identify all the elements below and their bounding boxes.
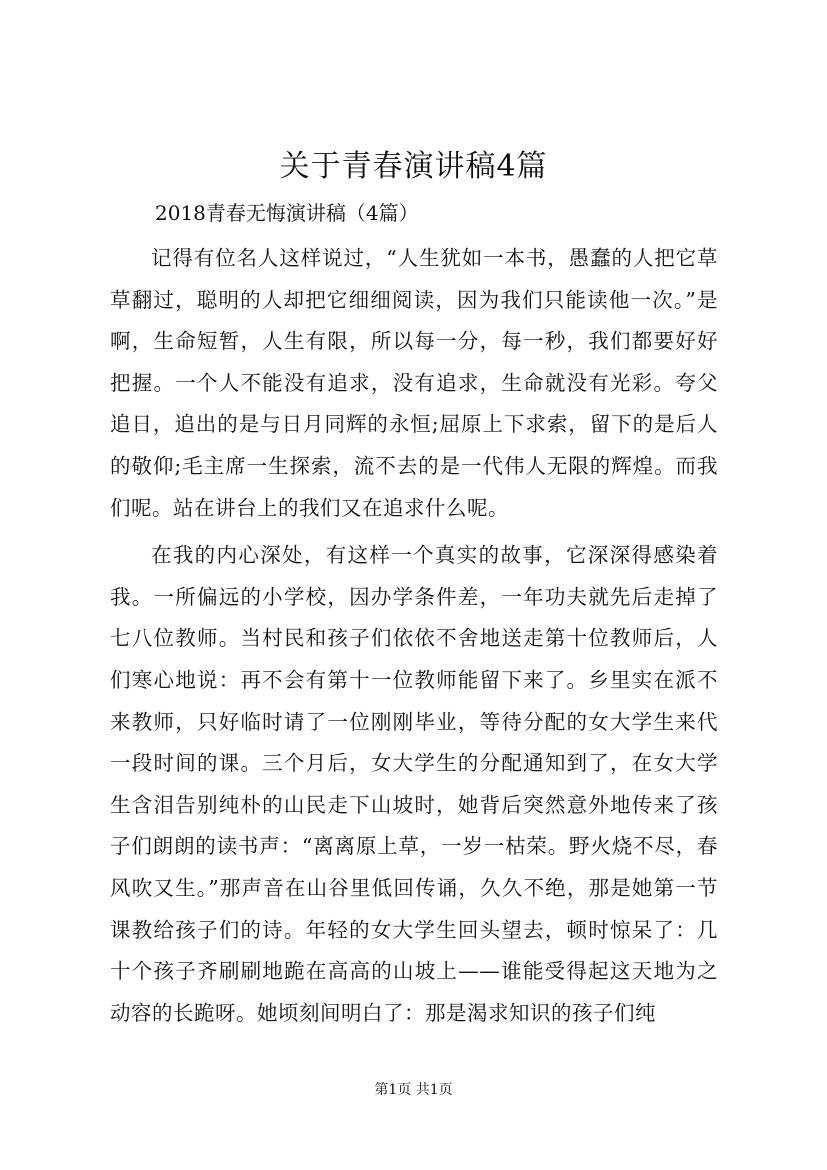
document-subtitle: 2018青春无悔演讲稿（4篇） (155, 201, 419, 225)
page-footer: 第1页 共1页 (374, 1082, 453, 1098)
document-title: 关于青春演讲稿4篇 (279, 149, 548, 184)
document-body (110, 238, 718, 1034)
body-paragraph: 在我的内心深处，有这样一个真实的故事，它深深得感染着我。一所偏远的小学校，因办学条件差，一年功夫就先后走掉了七八位教师。当村民和孩子们依依不舍地送走第十位教师后，人们寒心地说：再不会有第十一位教师能留下来了。乡里实在派不来教师，只好临时请了一位刚刚毕业，等待分配的女大学生来代一段时间的课。三个月后，女大学生的分配通知到了，在女大学生含泪告别纯朴的山民走下山坡时，她背后突然意外地传来了孩子们朗朗的读书声：“离离原上草，一岁一枯荣。野火烧不尽，春风吹又生。”那声音在山谷里低回传诵，久久不绝，那是她第一节课教给孩子们的诗。年轻的女大学生回头望去，顿时惊呆了：几十个孩子齐刷刷地跪在高高的山坡上——谁能受得起这天地为之动容的长跪呀。她顷刻间明白了：那是渴求知识的孩子们纯 (110, 543, 718, 1025)
body-paragraph: 记得有位名人这样说过，“人生犹如一本书，愚蠢的人把它草草翻过，聪明的人却把它细细阅读，因为我们只能读他一次。”是啊，生命短暂，人生有限，所以每一分，每一秒，我们都要好好把握。一个人不能没有追求，没有追求，生命就没有光彩。夸父追日，追出的是与日月同辉的永恒;屈原上下求索，留下的是后人的敬仰;毛主席一生探索，流不去的是一代伟人无限的辉煌。而我们呢。站在讲台上的我们又在追求什么呢。 (110, 246, 718, 520)
